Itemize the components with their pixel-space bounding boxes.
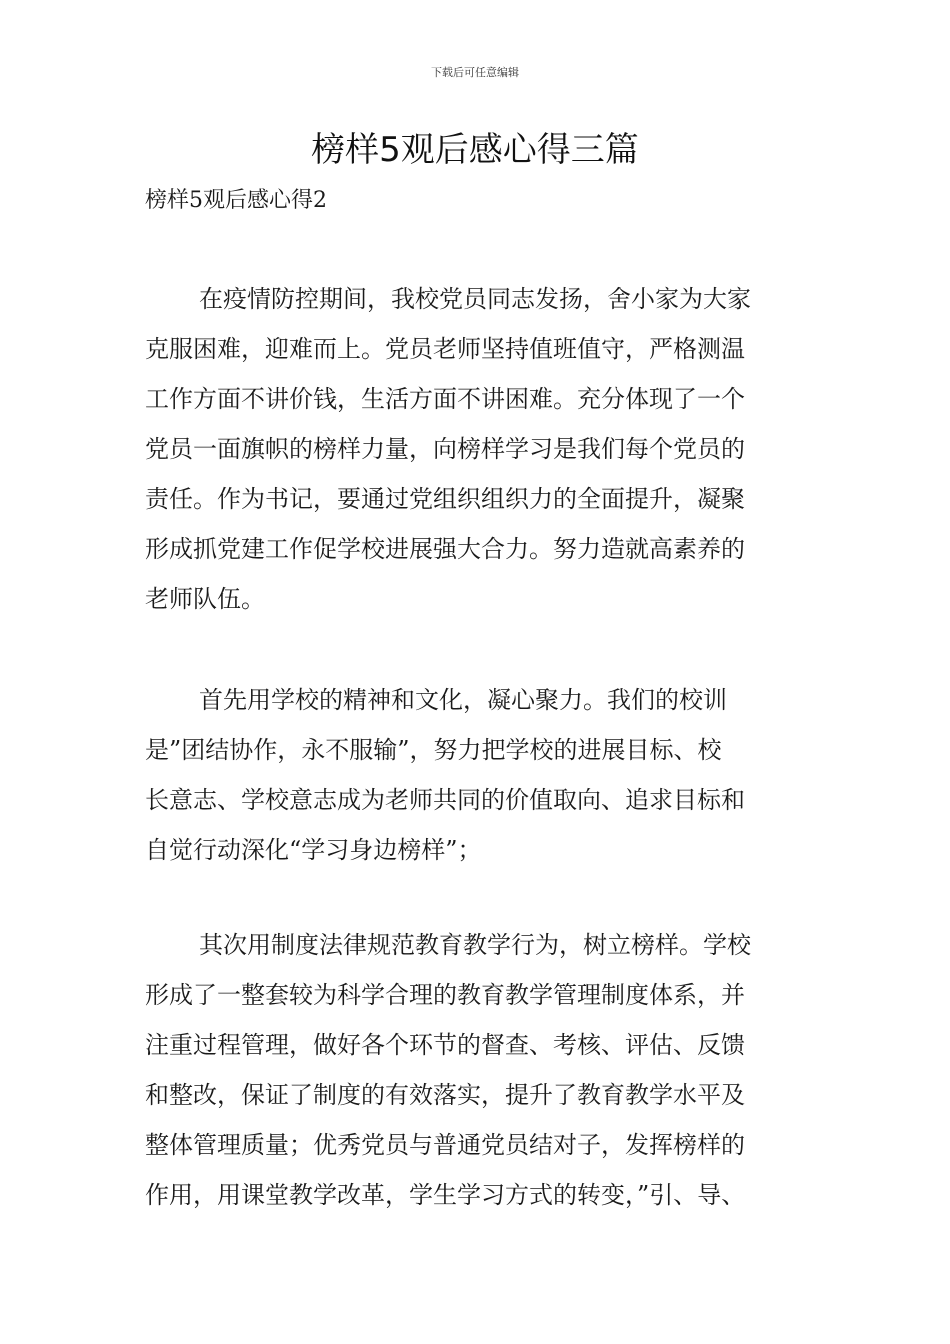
paragraph-line: 党员一面旗帜的榜样力量，向榜样学习是我们每个党员的 [145,435,745,463]
paragraph-1 [145,274,825,624]
paragraph-line: 是”团结协作，永不服输”，努力把学校的进展目标、校 [145,736,722,764]
paragraph-line: 老师队伍。 [145,585,265,613]
page-header-note: 下载后可任意编辑 [431,66,519,79]
paragraph-line: 形成了一整套较为科学合理的教育教学管理制度体系，并 [145,981,745,1009]
paragraph-line: 其次用制度法律规范教育教学行为，树立榜样。学校 [199,931,751,959]
paragraph-line: 首先用学校的精神和文化，凝心聚力。我们的校训 [199,686,727,714]
paragraph-line: 克服困难，迎难而上。党员老师坚持值班值守，严格测温 [145,335,745,363]
paragraph-3 [145,920,825,1220]
paragraph-2 [145,675,825,875]
paragraph-line: 在疫情防控期间，我校党员同志发扬，舍小家为大家 [199,285,751,313]
paragraph-line: 注重过程管理，做好各个环节的督查、考核、评估、反馈 [145,1031,745,1059]
paragraph-line: 长意志、学校意志成为老师共同的价值取向、追求目标和 [145,786,745,814]
paragraph-line: 整体管理质量；优秀党员与普通党员结对子，发挥榜样的 [145,1131,745,1159]
document-title: 榜样5观后感心得三篇 [311,130,639,170]
paragraph-line: 工作方面不讲价钱，生活方面不讲困难。充分体现了一个 [145,385,745,413]
document-subtitle: 榜样5观后感心得2 [145,188,327,213]
paragraph-line: 责任。作为书记，要通过党组织组织力的全面提升，凝聚 [145,485,745,513]
paragraph-line: 形成抓党建工作促学校进展强大合力。努力造就高素养的 [145,535,745,563]
paragraph-line: 和整改，保证了制度的有效落实，提升了教育教学水平及 [145,1081,745,1109]
paragraph-line: 作用，用课堂教学改革，学生学习方式的转变，”引、导、 [145,1181,746,1209]
paragraph-line: 自觉行动深化“学习身边榜样”； [145,836,482,864]
